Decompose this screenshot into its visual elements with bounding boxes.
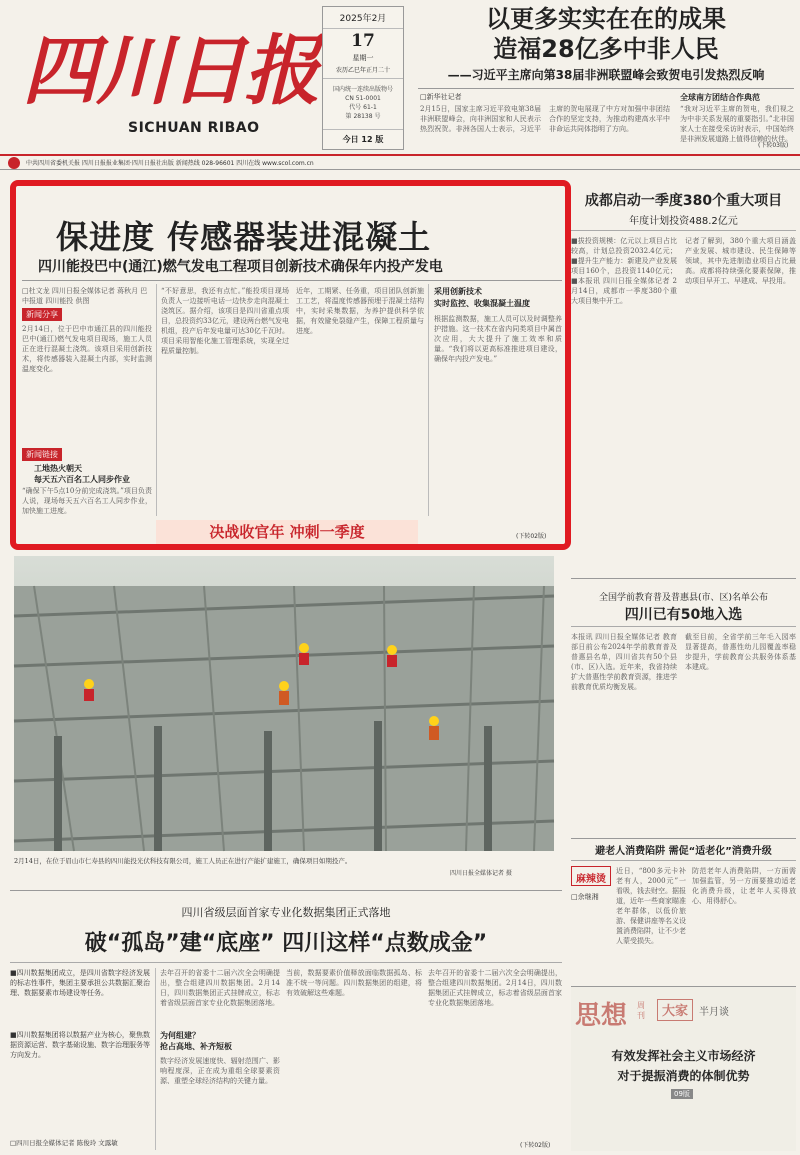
- elder-column-tag: [571, 866, 611, 886]
- thought-title-2: 对于提振消费的体制优势: [617, 1069, 750, 1083]
- top-story-byline: □新华社记者: [420, 93, 462, 101]
- tag-news-share: 新闻分享: [22, 308, 62, 321]
- date-weekday: 星期一: [352, 54, 374, 62]
- thought-page-badge: 09版: [671, 1089, 693, 1099]
- lead-story: [10, 180, 571, 550]
- elder-headline: 避老人消费陷阱 需促“适老化”消费升级: [595, 846, 772, 857]
- top-story-title-1: 以更多实实在在的成果: [486, 5, 726, 33]
- data-bullet-2: ■四川数据集团将以数据产业为核心，聚焦数据资源运营、数字基础设施、数字治理服务等方向发力。: [10, 1031, 150, 1059]
- pub-code-2: 代号 61-1: [349, 104, 377, 111]
- thought-brand: 思想: [575, 1001, 628, 1031]
- data-story-text-2: 数字经济发展速度快、辐射范围广、影响程度深，正在成为重组全球要素资源、重塑全球经济结构的关键力量。: [160, 1057, 280, 1085]
- pub-code-1: CN 51-0001: [345, 95, 381, 102]
- top-story-continued: (下转03版): [758, 142, 789, 149]
- chengdu-text-1: ■拔投资规模：亿元以上项目占比较高，计划总投资2032.4亿元；■提升生产能力：新建及产业发展项目160个，总投资1140亿元；■本报讯 四川日报全媒体记者 2月14日，成都市一季度380个重大项目集中开工。: [571, 237, 677, 305]
- pub-codes: [323, 85, 403, 121]
- date-lunar: 农历乙巳年正月二十: [323, 65, 403, 79]
- photo-illustration: [14, 556, 554, 851]
- lead-text-3: 近年，工期紧、任务重，项目团队创新施工工艺，将温度传感器预埋于混凝土结构中，实时采集数据，为养护提供科学依据，有效避免裂缝产生，保障工程质量与进度。: [296, 287, 424, 335]
- lead-continued: (下转02版): [516, 533, 547, 540]
- thought-brand-box-label: 大家: [661, 1004, 688, 1019]
- lead-text-4: 根据监测数据，施工人员可以及时调整养护措施。这一技术在省内同类项目中属首次应用，大大提升了施工效率和质量。“我们将以更高标准推进项目建设，确保年内投产发电。”: [434, 315, 562, 363]
- top-story-text: 2月15日，国家主席习近平致电第38届非洲联盟峰会，向非洲国家和人民表示热烈祝贺。非洲各国人士表示，习近平主席的贺电展现了中方对加强中非团结合作的坚定支持，为推动构建高水平中非命运共同体指明了方向。: [420, 105, 670, 133]
- chengdu-story: [571, 180, 796, 578]
- thought-brand-box: [657, 999, 693, 1021]
- lead-subtitle: 四川能投巴中(通江)燃气发电工程项目创新技术确保年内投产发电: [38, 259, 443, 275]
- data-story-text-4: 去年召开的省委十二届六次全会明确提出，整合组建四川数据集团。2月14日，四川数据集团正式挂牌成立，标志着省级层面首家专业化数据集团落地。: [428, 969, 562, 1007]
- lead-title: 保进度 传感器装进混凝土: [56, 218, 432, 256]
- thought-weekly-box: [571, 986, 796, 1151]
- top-story-right-text: “我对习近平主席的贺电，我们视之为中非关系发展的重要指引。”北非国家人士在接受采访时表示，中国始终是非洲发展道路上值得信赖的伙伴。: [680, 105, 794, 143]
- photo-caption: 2月14日，在位于眉山市仁寿县的四川能投光伏科技有限公司，施工人员正在进行产能扩建施工，确保项目如期投产。: [14, 857, 352, 865]
- slogan-banner: [156, 520, 418, 544]
- top-story-subtitle: ——习近平主席向第38届非洲联盟峰会致贺电引发热烈反响: [447, 68, 765, 82]
- slogan-text: 决战收官年 冲刺一季度: [209, 523, 365, 541]
- chengdu-text-2: 记者了解到，380个重大项目涵盖产业发展、城市建设、民生保障等领域，其中先进制造业项目占比最高。成都将持续强化要素保障，推动项目早开工、早建成、早投用。: [685, 237, 796, 285]
- lead-byline: □杜文龙 四川日报全媒体记者 蒋秋月 巴中报道 四川能投 供图: [22, 287, 148, 305]
- elder-text-1: 近日，“800多元卡补老有人，2000元”一看吸，钱去财空。据报道，近年一些商家瞄准老年群体，以低价旅游、保健讲座等名义设置消费陷阱，让不少老人蒙受损失。: [616, 867, 686, 945]
- lead-sub-head: 采用创新技术 实时监控、收集混凝土温度: [434, 287, 530, 308]
- photo-credit: 四川日报全媒体记者 摄: [450, 870, 512, 877]
- preschool-story: [571, 582, 796, 838]
- page-count: 今日 12 版: [323, 129, 403, 145]
- chengdu-headline: 成都启动一季度380个重大项目: [584, 193, 783, 209]
- data-story-sub: 为何组建？ 抢占高地、补齐短板: [160, 1031, 232, 1051]
- lead-text-1: 2月14日，位于巴中市通江县的四川能投巴中(通江)燃气发电项目现场，施工人员正在进行混凝土浇筑。该项目采用创新技术，将传感器装入混凝土内部，实时监测温度变化。: [22, 325, 152, 373]
- pub-code-3: 第 28138 号: [345, 113, 381, 120]
- thought-title-1: 有效发挥社会主义市场经济: [611, 1049, 756, 1063]
- elder-text-2: 防范老年人消费陷阱，一方面需加强监管，另一方面要推动适老化消费升级，让老年人买得放心、用得舒心。: [692, 867, 796, 905]
- preschool-headline: 四川已有50地入选: [624, 607, 743, 623]
- link-title-1: 工地热火朝天: [34, 464, 82, 473]
- preschool-text-2: 截至目前，全省学前三年毛入园率显著提高，普惠性幼儿园覆盖率稳步提升，学前教育公共服务体系基本建成。: [685, 633, 796, 671]
- newspaper-pinyin: SICHUAN RIBAO: [128, 120, 260, 136]
- thought-brand-side: 周刊: [637, 1001, 645, 1020]
- footer-line: 中共四川省委机关报 四川日报报业集团·四川日报社出版 新闻热线 028-96601 四川在线 www.scol.com.cn: [26, 160, 314, 167]
- elder-tag-label: 麻辣烫: [576, 874, 606, 885]
- data-story-text-1: 去年召开的省委十二届六次全会明确提出，整合组建四川数据集团。2月14日，四川数据集团正式挂牌成立，标志着省级层面首家专业化数据集团落地。: [160, 969, 280, 1007]
- construction-photo: [14, 556, 554, 851]
- masthead-footer: [0, 154, 800, 170]
- data-bullet-1: ■四川数据集团成立，是四川省数字经济发展的标志性事件，集团主要承担公共数据汇聚治理、数据要素市场建设等任务。: [10, 969, 150, 997]
- data-story-continued: (下转02版): [520, 1142, 551, 1149]
- date-month: 2025年2月: [339, 14, 387, 24]
- thought-frequency: 半月谈: [699, 1007, 729, 1018]
- masthead: [0, 0, 800, 152]
- lead-link-text: “确保下午5点10分前完成浇筑。”项目负责人说，现场每天五六百名工人同步作业，加快施工进度。: [22, 487, 152, 515]
- link-title-2: 每天五六百名工人同步作业: [34, 475, 130, 484]
- preschool-kicker: 全国学前教育普及普惠县(市、区)名单公布: [598, 593, 769, 603]
- newspaper-logo: 四川日报: [22, 26, 318, 115]
- date-day: 17: [323, 28, 403, 51]
- top-story-title: [418, 4, 794, 84]
- emblem-icon: [8, 157, 20, 169]
- lead-text-2: “不好意思，我还有点忙。”能投项目现场负责人一边接听电话一边快步走向混凝土浇筑区。据介绍，该项目是四川省重点项目，总投资约33亿元，建设两台燃气发电机组，投产后年发电量可达30亿千瓦时。项目采用智能化施工管理系统，实现全过程质量控制。: [161, 287, 289, 355]
- data-story-title: 破“孤岛”建“底座” 四川这样“点数成金”: [84, 931, 488, 956]
- data-story-kicker: 四川省级层面首家专业化数据集团正式落地: [181, 906, 391, 919]
- top-story-title-2: 造福28亿多中非人民: [493, 35, 719, 63]
- pub-code-0: 国内统一连续出版物号: [332, 86, 393, 93]
- date-box: [322, 6, 404, 150]
- elder-author: □余继湘: [571, 893, 599, 901]
- preschool-text-1: 本报讯 四川日报全媒体记者 教育部日前公布2024年学前教育普及普惠县名单，四川省共有50个县(市、区)入选。近年来，我省持续扩大普惠性学前教育资源，推进学前教育优质均衡发展。: [571, 633, 677, 691]
- tag-news-link: 新闻链接: [22, 448, 62, 461]
- data-story-text-3: 当前，数据要素价值释放面临数据孤岛、标准不统一等问题。四川数据集团的组建，将有效破解这些难题。: [286, 969, 422, 997]
- data-story-byline: □四川日报全媒体记者 陈俊玲 文露敏: [10, 1139, 118, 1147]
- top-story-right-head: 全球南方团结合作典范: [680, 93, 760, 102]
- chengdu-subhead: 年度计划投资488.2亿元: [629, 216, 738, 227]
